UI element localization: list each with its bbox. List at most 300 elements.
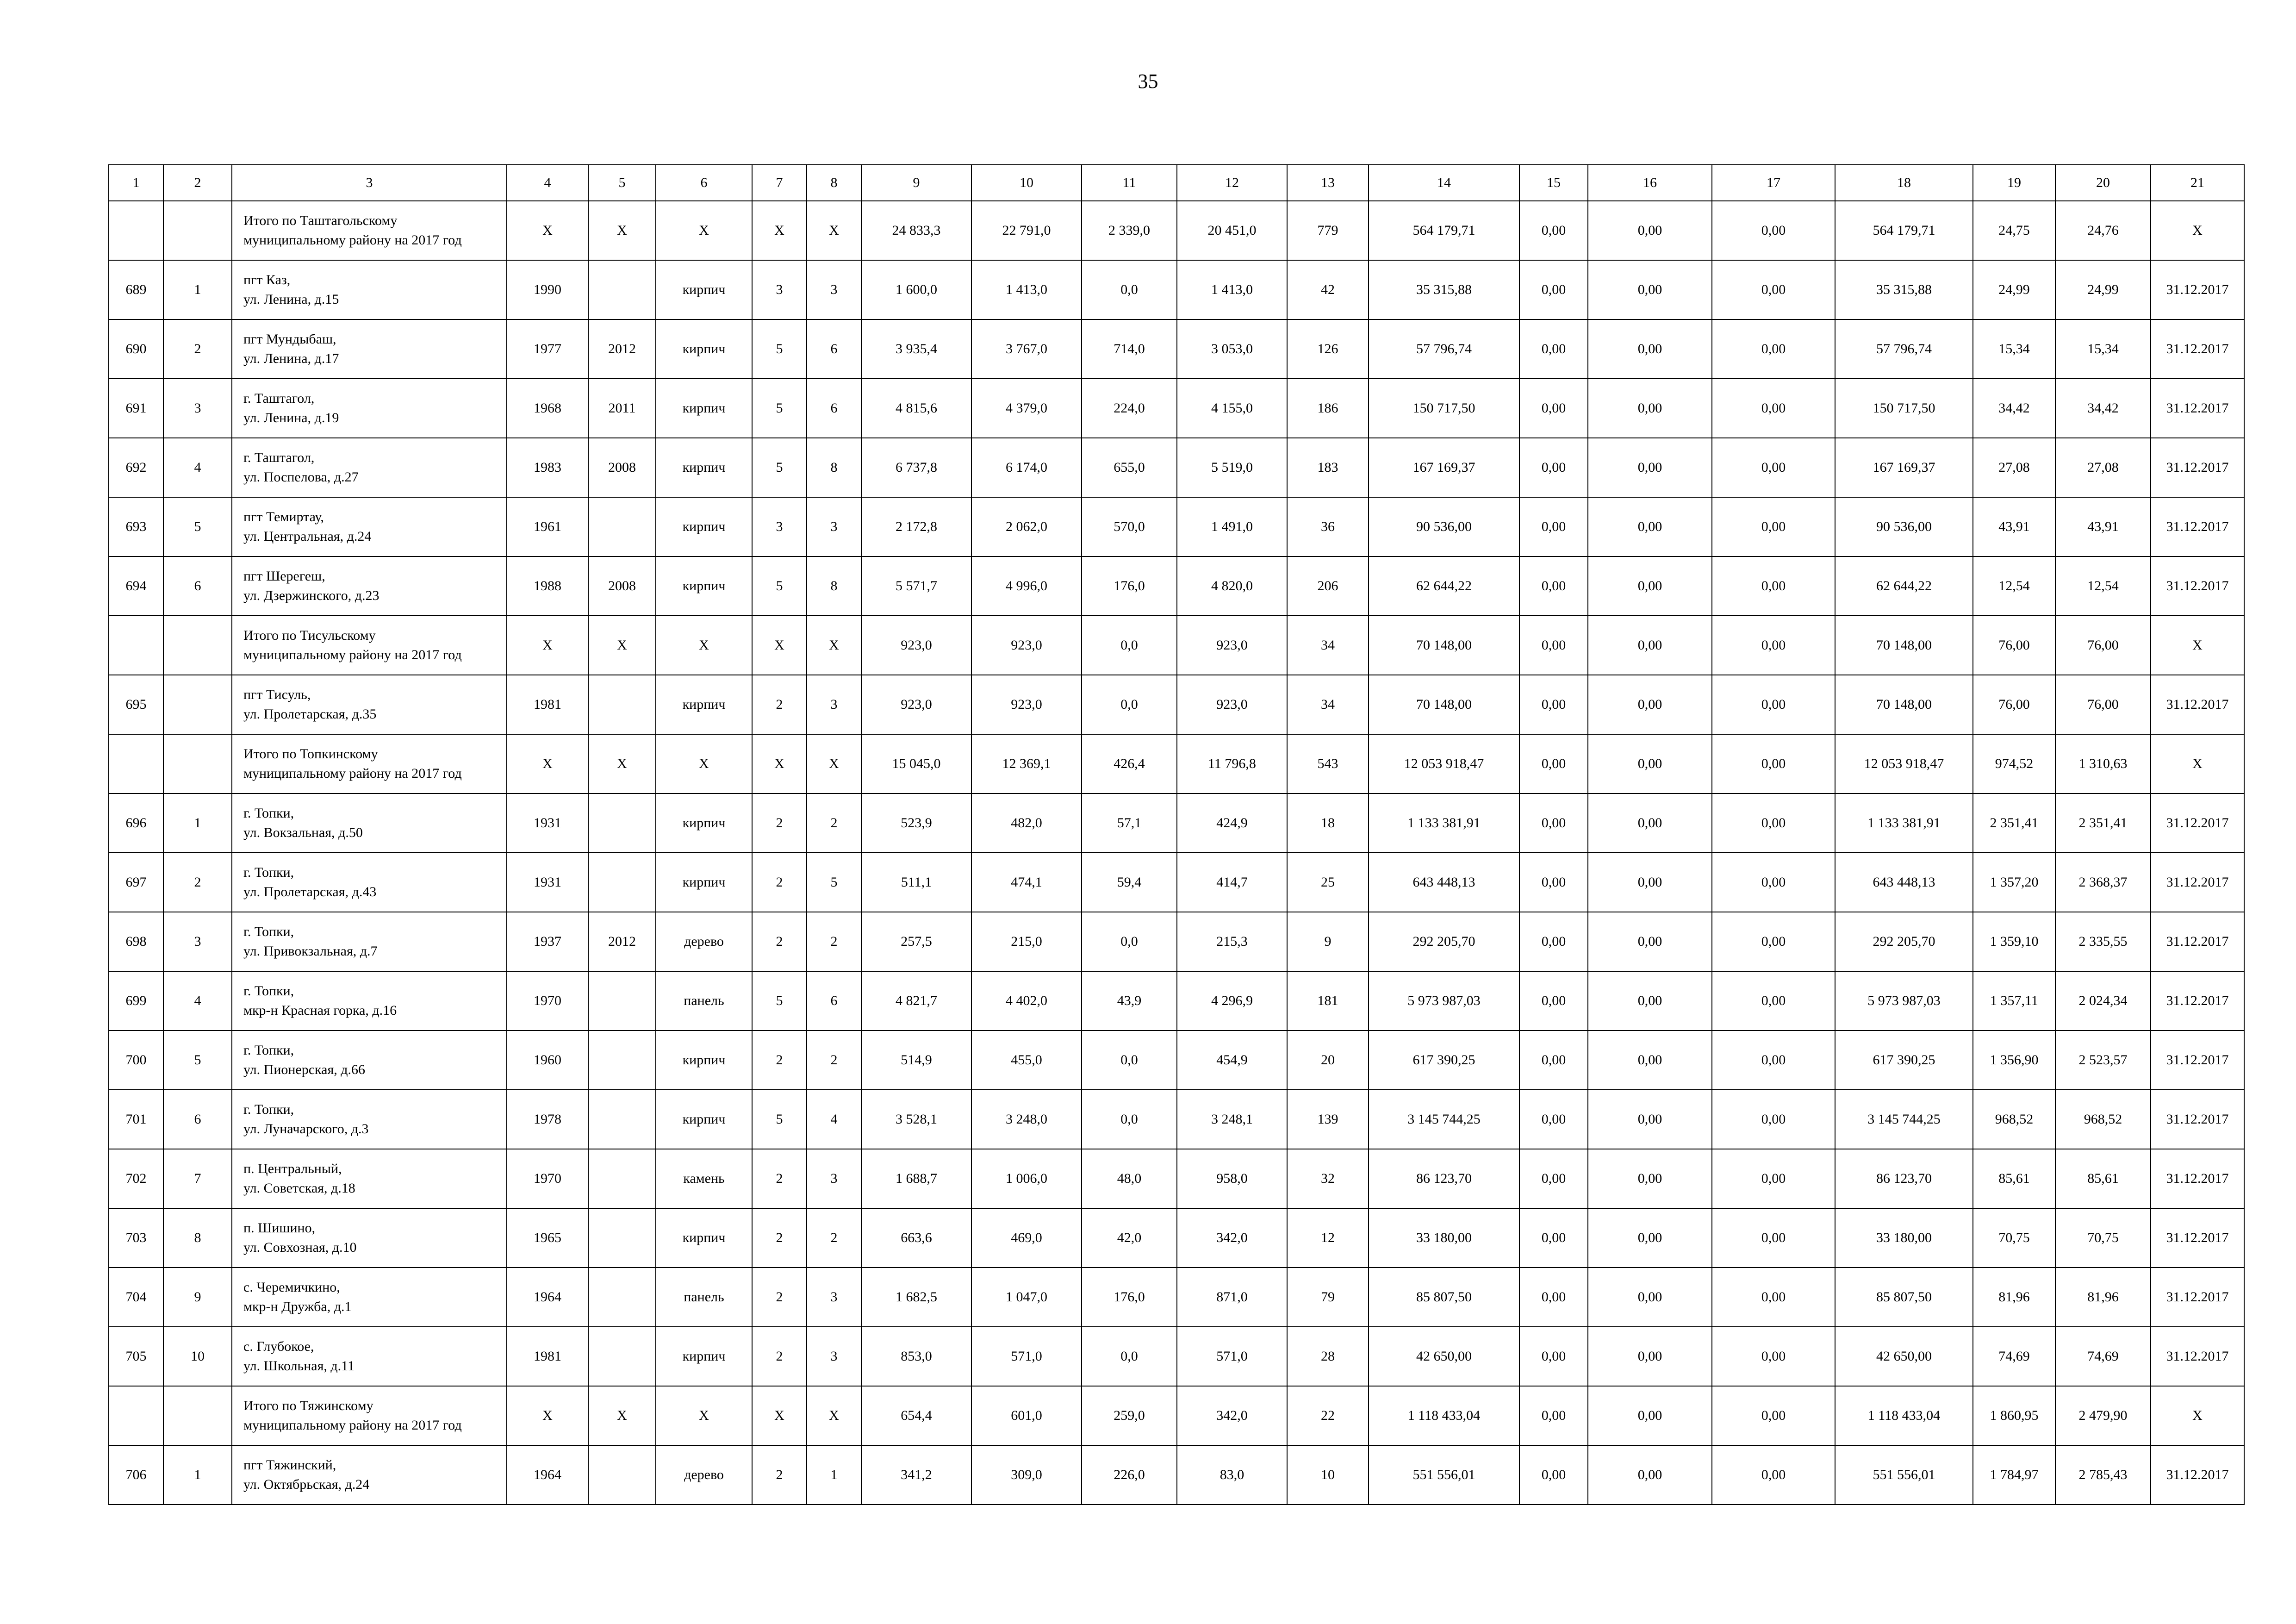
cell-col-14: 85 807,50 bbox=[1369, 1268, 1519, 1327]
cell-col-1: 699 bbox=[109, 971, 163, 1031]
cell-col-12: 923,0 bbox=[1177, 675, 1287, 734]
cell-col-8: 2 bbox=[807, 1031, 861, 1090]
cell-col-20: 2 024,34 bbox=[2055, 971, 2151, 1031]
cell-col-19: 76,00 bbox=[1973, 675, 2055, 734]
cell-col-6: кирпич bbox=[656, 793, 752, 853]
cell-col-16: 0,00 bbox=[1588, 1149, 1712, 1208]
address-line: ул. Советская, д.18 bbox=[243, 1181, 355, 1196]
cell-col-11: 224,0 bbox=[1082, 379, 1177, 438]
cell-col-1: 702 bbox=[109, 1149, 163, 1208]
cell-col-13: 34 bbox=[1287, 616, 1369, 675]
cell-col-5 bbox=[588, 1031, 656, 1090]
cell-col-14: 70 148,00 bbox=[1369, 616, 1519, 675]
cell-col-20: 15,34 bbox=[2055, 319, 2151, 379]
cell-col-11: 0,0 bbox=[1082, 1090, 1177, 1149]
cell-col-15: 0,00 bbox=[1519, 616, 1588, 675]
cell-col-10: 923,0 bbox=[971, 616, 1082, 675]
cell-col-15: 0,00 bbox=[1519, 319, 1588, 379]
cell-col-14: 33 180,00 bbox=[1369, 1208, 1519, 1268]
cell-col-12: 1 413,0 bbox=[1177, 260, 1287, 319]
cell-col-12: 923,0 bbox=[1177, 616, 1287, 675]
cell-col-14: 90 536,00 bbox=[1369, 497, 1519, 556]
cell-col-10: 4 379,0 bbox=[971, 379, 1082, 438]
cell-col-6: кирпич bbox=[656, 438, 752, 497]
cell-col-16: 0,00 bbox=[1588, 379, 1712, 438]
cell-col-16: 0,00 bbox=[1588, 1208, 1712, 1268]
cell-col-18: 1 133 381,91 bbox=[1835, 793, 1973, 853]
cell-col-9: 4 815,6 bbox=[861, 379, 971, 438]
address-line: ул. Пролетарская, д.35 bbox=[243, 706, 377, 722]
cell-col-19: 27,08 bbox=[1973, 438, 2055, 497]
address-line: ул. Школьная, д.11 bbox=[243, 1358, 355, 1374]
cell-col-18: 292 205,70 bbox=[1835, 912, 1973, 971]
cell-col-6: дерево bbox=[656, 1445, 752, 1505]
cell-col-17: 0,00 bbox=[1712, 1090, 1835, 1149]
cell-col-4: X bbox=[507, 201, 588, 260]
cell-col-2: 9 bbox=[163, 1268, 232, 1327]
cell-col-17: 0,00 bbox=[1712, 1031, 1835, 1090]
cell-col-9: 1 600,0 bbox=[861, 260, 971, 319]
cell-col-6: кирпич bbox=[656, 497, 752, 556]
cell-col-14: 5 973 987,03 bbox=[1369, 971, 1519, 1031]
cell-col-2: 4 bbox=[163, 971, 232, 1031]
column-number-cell: 8 bbox=[807, 165, 861, 201]
address-line: ул. Луначарского, д.3 bbox=[243, 1121, 369, 1137]
cell-col-13: 25 bbox=[1287, 853, 1369, 912]
cell-col-15: 0,00 bbox=[1519, 1149, 1588, 1208]
cell-col-5: 2008 bbox=[588, 556, 656, 616]
cell-col-17: 0,00 bbox=[1712, 912, 1835, 971]
cell-col-14: 551 556,01 bbox=[1369, 1445, 1519, 1505]
address-cell bbox=[232, 616, 507, 675]
cell-col-17: 0,00 bbox=[1712, 734, 1835, 793]
cell-col-1: 704 bbox=[109, 1268, 163, 1327]
cell-col-2: 8 bbox=[163, 1208, 232, 1268]
cell-col-5 bbox=[588, 853, 656, 912]
column-number-cell: 15 bbox=[1519, 165, 1588, 201]
table-row bbox=[109, 675, 2244, 734]
cell-col-7: 2 bbox=[752, 1149, 807, 1208]
cell-col-21: 31.12.2017 bbox=[2151, 853, 2244, 912]
cell-col-13: 79 bbox=[1287, 1268, 1369, 1327]
cell-col-19: 1 357,11 bbox=[1973, 971, 2055, 1031]
cell-col-6: кирпич bbox=[656, 1090, 752, 1149]
cell-col-20: 2 785,43 bbox=[2055, 1445, 2151, 1505]
cell-col-11: 714,0 bbox=[1082, 319, 1177, 379]
address-line: ул. Ленина, д.17 bbox=[243, 351, 339, 366]
cell-col-6: кирпич bbox=[656, 319, 752, 379]
cell-col-7: 3 bbox=[752, 497, 807, 556]
cell-col-1: 700 bbox=[109, 1031, 163, 1090]
cell-col-7: 2 bbox=[752, 853, 807, 912]
cell-col-4: 1981 bbox=[507, 675, 588, 734]
cell-col-16: 0,00 bbox=[1588, 853, 1712, 912]
cell-col-6: X bbox=[656, 616, 752, 675]
cell-col-16: 0,00 bbox=[1588, 912, 1712, 971]
cell-col-14: 3 145 744,25 bbox=[1369, 1090, 1519, 1149]
cell-col-12: 4 155,0 bbox=[1177, 379, 1287, 438]
cell-col-2 bbox=[163, 675, 232, 734]
address-line: г. Топки, bbox=[243, 865, 294, 880]
cell-col-7: X bbox=[752, 201, 807, 260]
cell-col-13: 139 bbox=[1287, 1090, 1369, 1149]
address-line: пгт Шерегеш, bbox=[243, 568, 325, 584]
cell-col-16: 0,00 bbox=[1588, 556, 1712, 616]
cell-col-6: кирпич bbox=[656, 1031, 752, 1090]
cell-col-15: 0,00 bbox=[1519, 497, 1588, 556]
cell-col-12: 871,0 bbox=[1177, 1268, 1287, 1327]
cell-col-20: 968,52 bbox=[2055, 1090, 2151, 1149]
cell-col-11: 0,0 bbox=[1082, 912, 1177, 971]
column-number-cell: 6 bbox=[656, 165, 752, 201]
column-number-cell: 5 bbox=[588, 165, 656, 201]
cell-col-10: 3 248,0 bbox=[971, 1090, 1082, 1149]
cell-col-21: 31.12.2017 bbox=[2151, 1445, 2244, 1505]
cell-col-21: 31.12.2017 bbox=[2151, 912, 2244, 971]
address-line: муниципальному району на 2017 год bbox=[243, 1418, 462, 1433]
address-line: ул. Дзержинского, д.23 bbox=[243, 588, 380, 603]
cell-col-21: 31.12.2017 bbox=[2151, 438, 2244, 497]
cell-col-1: 698 bbox=[109, 912, 163, 971]
cell-col-17: 0,00 bbox=[1712, 438, 1835, 497]
cell-col-20: 27,08 bbox=[2055, 438, 2151, 497]
cell-col-5 bbox=[588, 260, 656, 319]
cell-col-5: X bbox=[588, 1386, 656, 1445]
cell-col-19: 1 356,90 bbox=[1973, 1031, 2055, 1090]
cell-col-13: 32 bbox=[1287, 1149, 1369, 1208]
cell-col-14: 564 179,71 bbox=[1369, 201, 1519, 260]
cell-col-15: 0,00 bbox=[1519, 260, 1588, 319]
cell-col-10: 1 413,0 bbox=[971, 260, 1082, 319]
address-cell bbox=[232, 1327, 507, 1386]
address-line: мкр-н Дружба, д.1 bbox=[243, 1299, 352, 1314]
address-line: Итого по Тяжинскому bbox=[243, 1398, 373, 1413]
cell-col-9: 257,5 bbox=[861, 912, 971, 971]
cell-col-21: X bbox=[2151, 1386, 2244, 1445]
cell-col-19: 1 860,95 bbox=[1973, 1386, 2055, 1445]
address-line: г. Топки, bbox=[243, 983, 294, 999]
cell-col-20: 1 310,63 bbox=[2055, 734, 2151, 793]
address-cell bbox=[232, 556, 507, 616]
cell-col-14: 57 796,74 bbox=[1369, 319, 1519, 379]
cell-col-13: 186 bbox=[1287, 379, 1369, 438]
cell-col-10: 571,0 bbox=[971, 1327, 1082, 1386]
cell-col-9: 663,6 bbox=[861, 1208, 971, 1268]
cell-col-5: 2012 bbox=[588, 912, 656, 971]
cell-col-15: 0,00 bbox=[1519, 1327, 1588, 1386]
cell-col-2: 10 bbox=[163, 1327, 232, 1386]
table-row bbox=[109, 1386, 2244, 1445]
cell-col-5 bbox=[588, 1208, 656, 1268]
column-number-cell: 20 bbox=[2055, 165, 2151, 201]
cell-col-2: 1 bbox=[163, 260, 232, 319]
cell-col-8: 4 bbox=[807, 1090, 861, 1149]
cell-col-7: 3 bbox=[752, 260, 807, 319]
table-row bbox=[109, 1268, 2244, 1327]
cell-col-4: 1970 bbox=[507, 971, 588, 1031]
cell-col-1: 689 bbox=[109, 260, 163, 319]
cell-col-6: кирпич bbox=[656, 379, 752, 438]
cell-col-10: 1 006,0 bbox=[971, 1149, 1082, 1208]
address-line: ул. Вокзальная, д.50 bbox=[243, 825, 363, 840]
cell-col-17: 0,00 bbox=[1712, 1445, 1835, 1505]
address-cell bbox=[232, 260, 507, 319]
cell-col-11: 655,0 bbox=[1082, 438, 1177, 497]
cell-col-7: 2 bbox=[752, 1268, 807, 1327]
cell-col-18: 42 650,00 bbox=[1835, 1327, 1973, 1386]
cell-col-1: 701 bbox=[109, 1090, 163, 1149]
cell-col-20: 2 479,90 bbox=[2055, 1386, 2151, 1445]
cell-col-7: 2 bbox=[752, 1031, 807, 1090]
cell-col-10: 601,0 bbox=[971, 1386, 1082, 1445]
cell-col-4: 1960 bbox=[507, 1031, 588, 1090]
cell-col-4: X bbox=[507, 616, 588, 675]
cell-col-18: 167 169,37 bbox=[1835, 438, 1973, 497]
table-row bbox=[109, 201, 2244, 260]
cell-col-19: 76,00 bbox=[1973, 616, 2055, 675]
cell-col-12: 20 451,0 bbox=[1177, 201, 1287, 260]
address-line: пгт Каз, bbox=[243, 272, 291, 287]
cell-col-17: 0,00 bbox=[1712, 319, 1835, 379]
cell-col-1: 705 bbox=[109, 1327, 163, 1386]
cell-col-6: кирпич bbox=[656, 1208, 752, 1268]
cell-col-10: 4 402,0 bbox=[971, 971, 1082, 1031]
address-line: г. Топки, bbox=[243, 1102, 294, 1117]
column-number-cell: 10 bbox=[971, 165, 1082, 201]
cell-col-11: 2 339,0 bbox=[1082, 201, 1177, 260]
cell-col-11: 259,0 bbox=[1082, 1386, 1177, 1445]
cell-col-19: 12,54 bbox=[1973, 556, 2055, 616]
cell-col-12: 83,0 bbox=[1177, 1445, 1287, 1505]
cell-col-8: 3 bbox=[807, 1149, 861, 1208]
address-cell bbox=[232, 497, 507, 556]
column-number-cell: 18 bbox=[1835, 165, 1973, 201]
cell-col-4: 1931 bbox=[507, 853, 588, 912]
address-cell bbox=[232, 971, 507, 1031]
cell-col-19: 2 351,41 bbox=[1973, 793, 2055, 853]
table-row bbox=[109, 1208, 2244, 1268]
cell-col-15: 0,00 bbox=[1519, 1445, 1588, 1505]
cell-col-8: X bbox=[807, 1386, 861, 1445]
cell-col-21: 31.12.2017 bbox=[2151, 1327, 2244, 1386]
table-row bbox=[109, 1149, 2244, 1208]
cell-col-17: 0,00 bbox=[1712, 793, 1835, 853]
cell-col-15: 0,00 bbox=[1519, 556, 1588, 616]
cell-col-1: 690 bbox=[109, 319, 163, 379]
cell-col-21: 31.12.2017 bbox=[2151, 319, 2244, 379]
cell-col-17: 0,00 bbox=[1712, 1208, 1835, 1268]
cell-col-4: 1961 bbox=[507, 497, 588, 556]
cell-col-9: 2 172,8 bbox=[861, 497, 971, 556]
cell-col-12: 342,0 bbox=[1177, 1208, 1287, 1268]
cell-col-4: 1981 bbox=[507, 1327, 588, 1386]
cell-col-16: 0,00 bbox=[1588, 971, 1712, 1031]
table-row bbox=[109, 438, 2244, 497]
cell-col-13: 18 bbox=[1287, 793, 1369, 853]
cell-col-18: 85 807,50 bbox=[1835, 1268, 1973, 1327]
cell-col-16: 0,00 bbox=[1588, 1031, 1712, 1090]
cell-col-2: 5 bbox=[163, 497, 232, 556]
table-row bbox=[109, 971, 2244, 1031]
cell-col-13: 779 bbox=[1287, 201, 1369, 260]
cell-col-17: 0,00 bbox=[1712, 497, 1835, 556]
column-number-cell: 3 bbox=[232, 165, 507, 201]
cell-col-15: 0,00 bbox=[1519, 793, 1588, 853]
cell-col-5 bbox=[588, 1268, 656, 1327]
cell-col-12: 4 820,0 bbox=[1177, 556, 1287, 616]
table-row bbox=[109, 616, 2244, 675]
cell-col-21: 31.12.2017 bbox=[2151, 675, 2244, 734]
cell-col-10: 6 174,0 bbox=[971, 438, 1082, 497]
cell-col-21: X bbox=[2151, 201, 2244, 260]
cell-col-6: кирпич bbox=[656, 853, 752, 912]
cell-col-20: 74,69 bbox=[2055, 1327, 2151, 1386]
cell-col-2: 3 bbox=[163, 912, 232, 971]
cell-col-8: X bbox=[807, 616, 861, 675]
cell-col-13: 22 bbox=[1287, 1386, 1369, 1445]
cell-col-10: 455,0 bbox=[971, 1031, 1082, 1090]
address-cell bbox=[232, 675, 507, 734]
cell-col-4: 1977 bbox=[507, 319, 588, 379]
cell-col-10: 12 369,1 bbox=[971, 734, 1082, 793]
address-cell bbox=[232, 912, 507, 971]
cell-col-18: 617 390,25 bbox=[1835, 1031, 1973, 1090]
cell-col-7: 2 bbox=[752, 675, 807, 734]
cell-col-11: 0,0 bbox=[1082, 1031, 1177, 1090]
cell-col-15: 0,00 bbox=[1519, 734, 1588, 793]
cell-col-21: 31.12.2017 bbox=[2151, 379, 2244, 438]
cell-col-1: 697 bbox=[109, 853, 163, 912]
cell-col-8: 6 bbox=[807, 379, 861, 438]
cell-col-16: 0,00 bbox=[1588, 1268, 1712, 1327]
cell-col-8: 8 bbox=[807, 556, 861, 616]
cell-col-4: 1978 bbox=[507, 1090, 588, 1149]
address-line: Итого по Таштагольскому bbox=[243, 213, 398, 228]
cell-col-12: 454,9 bbox=[1177, 1031, 1287, 1090]
cell-col-4: 1931 bbox=[507, 793, 588, 853]
table-row bbox=[109, 1090, 2244, 1149]
cell-col-7: 5 bbox=[752, 556, 807, 616]
cell-col-18: 1 118 433,04 bbox=[1835, 1386, 1973, 1445]
cell-col-13: 543 bbox=[1287, 734, 1369, 793]
cell-col-20: 43,91 bbox=[2055, 497, 2151, 556]
cell-col-18: 70 148,00 bbox=[1835, 616, 1973, 675]
cell-col-20: 2 335,55 bbox=[2055, 912, 2151, 971]
cell-col-8: 2 bbox=[807, 793, 861, 853]
cell-col-13: 9 bbox=[1287, 912, 1369, 971]
cell-col-5: 2012 bbox=[588, 319, 656, 379]
cell-col-6: кирпич bbox=[656, 1327, 752, 1386]
cell-col-5: 2008 bbox=[588, 438, 656, 497]
cell-col-10: 3 767,0 bbox=[971, 319, 1082, 379]
cell-col-9: 654,4 bbox=[861, 1386, 971, 1445]
cell-col-20: 24,99 bbox=[2055, 260, 2151, 319]
cell-col-12: 414,7 bbox=[1177, 853, 1287, 912]
address-line: г. Таштагол, bbox=[243, 450, 315, 465]
table-row bbox=[109, 1031, 2244, 1090]
cell-col-15: 0,00 bbox=[1519, 675, 1588, 734]
address-line: ул. Ленина, д.15 bbox=[243, 292, 339, 307]
address-cell bbox=[232, 793, 507, 853]
cell-col-18: 12 053 918,47 bbox=[1835, 734, 1973, 793]
address-cell bbox=[232, 379, 507, 438]
cell-col-20: 70,75 bbox=[2055, 1208, 2151, 1268]
address-cell bbox=[232, 319, 507, 379]
cell-col-7: 5 bbox=[752, 319, 807, 379]
cell-col-9: 923,0 bbox=[861, 616, 971, 675]
cell-col-8: 5 bbox=[807, 853, 861, 912]
cell-col-8: 2 bbox=[807, 1208, 861, 1268]
cell-col-21: 31.12.2017 bbox=[2151, 556, 2244, 616]
cell-col-6: X bbox=[656, 201, 752, 260]
cell-col-16: 0,00 bbox=[1588, 1386, 1712, 1445]
cell-col-11: 570,0 bbox=[1082, 497, 1177, 556]
column-number-cell: 11 bbox=[1082, 165, 1177, 201]
cell-col-16: 0,00 bbox=[1588, 675, 1712, 734]
address-cell bbox=[232, 1445, 507, 1505]
table-row bbox=[109, 497, 2244, 556]
cell-col-14: 42 650,00 bbox=[1369, 1327, 1519, 1386]
cell-col-19: 43,91 bbox=[1973, 497, 2055, 556]
cell-col-17: 0,00 bbox=[1712, 556, 1835, 616]
housing-registry-table bbox=[108, 164, 2245, 1505]
cell-col-8: 6 bbox=[807, 971, 861, 1031]
cell-col-19: 34,42 bbox=[1973, 379, 2055, 438]
cell-col-5 bbox=[588, 1149, 656, 1208]
cell-col-17: 0,00 bbox=[1712, 675, 1835, 734]
cell-col-14: 62 644,22 bbox=[1369, 556, 1519, 616]
cell-col-12: 1 491,0 bbox=[1177, 497, 1287, 556]
cell-col-7: X bbox=[752, 616, 807, 675]
cell-col-16: 0,00 bbox=[1588, 201, 1712, 260]
cell-col-11: 59,4 bbox=[1082, 853, 1177, 912]
cell-col-6: кирпич bbox=[656, 675, 752, 734]
column-number-cell: 13 bbox=[1287, 165, 1369, 201]
cell-col-5 bbox=[588, 1090, 656, 1149]
cell-col-21: 31.12.2017 bbox=[2151, 971, 2244, 1031]
table-row bbox=[109, 319, 2244, 379]
cell-col-9: 341,2 bbox=[861, 1445, 971, 1505]
cell-col-17: 0,00 bbox=[1712, 616, 1835, 675]
cell-col-19: 24,99 bbox=[1973, 260, 2055, 319]
address-cell bbox=[232, 1149, 507, 1208]
cell-col-7: 5 bbox=[752, 379, 807, 438]
cell-col-5: 2011 bbox=[588, 379, 656, 438]
cell-col-12: 342,0 bbox=[1177, 1386, 1287, 1445]
cell-col-7: 2 bbox=[752, 912, 807, 971]
cell-col-11: 0,0 bbox=[1082, 675, 1177, 734]
cell-col-1: 695 bbox=[109, 675, 163, 734]
column-number-cell: 17 bbox=[1712, 165, 1835, 201]
cell-col-8: 1 bbox=[807, 1445, 861, 1505]
cell-col-12: 5 519,0 bbox=[1177, 438, 1287, 497]
column-number-cell: 16 bbox=[1588, 165, 1712, 201]
cell-col-19: 81,96 bbox=[1973, 1268, 2055, 1327]
address-cell bbox=[232, 1031, 507, 1090]
address-line: г. Топки, bbox=[243, 924, 294, 939]
cell-col-2: 4 bbox=[163, 438, 232, 497]
cell-col-1: 694 bbox=[109, 556, 163, 616]
table-body bbox=[109, 165, 2244, 1505]
cell-col-20: 34,42 bbox=[2055, 379, 2151, 438]
address-cell bbox=[232, 201, 507, 260]
cell-col-1: 706 bbox=[109, 1445, 163, 1505]
address-cell bbox=[232, 1386, 507, 1445]
address-cell bbox=[232, 1268, 507, 1327]
address-line: мкр-н Красная горка, д.16 bbox=[243, 1003, 397, 1018]
table-row bbox=[109, 379, 2244, 438]
column-number-cell: 4 bbox=[507, 165, 588, 201]
